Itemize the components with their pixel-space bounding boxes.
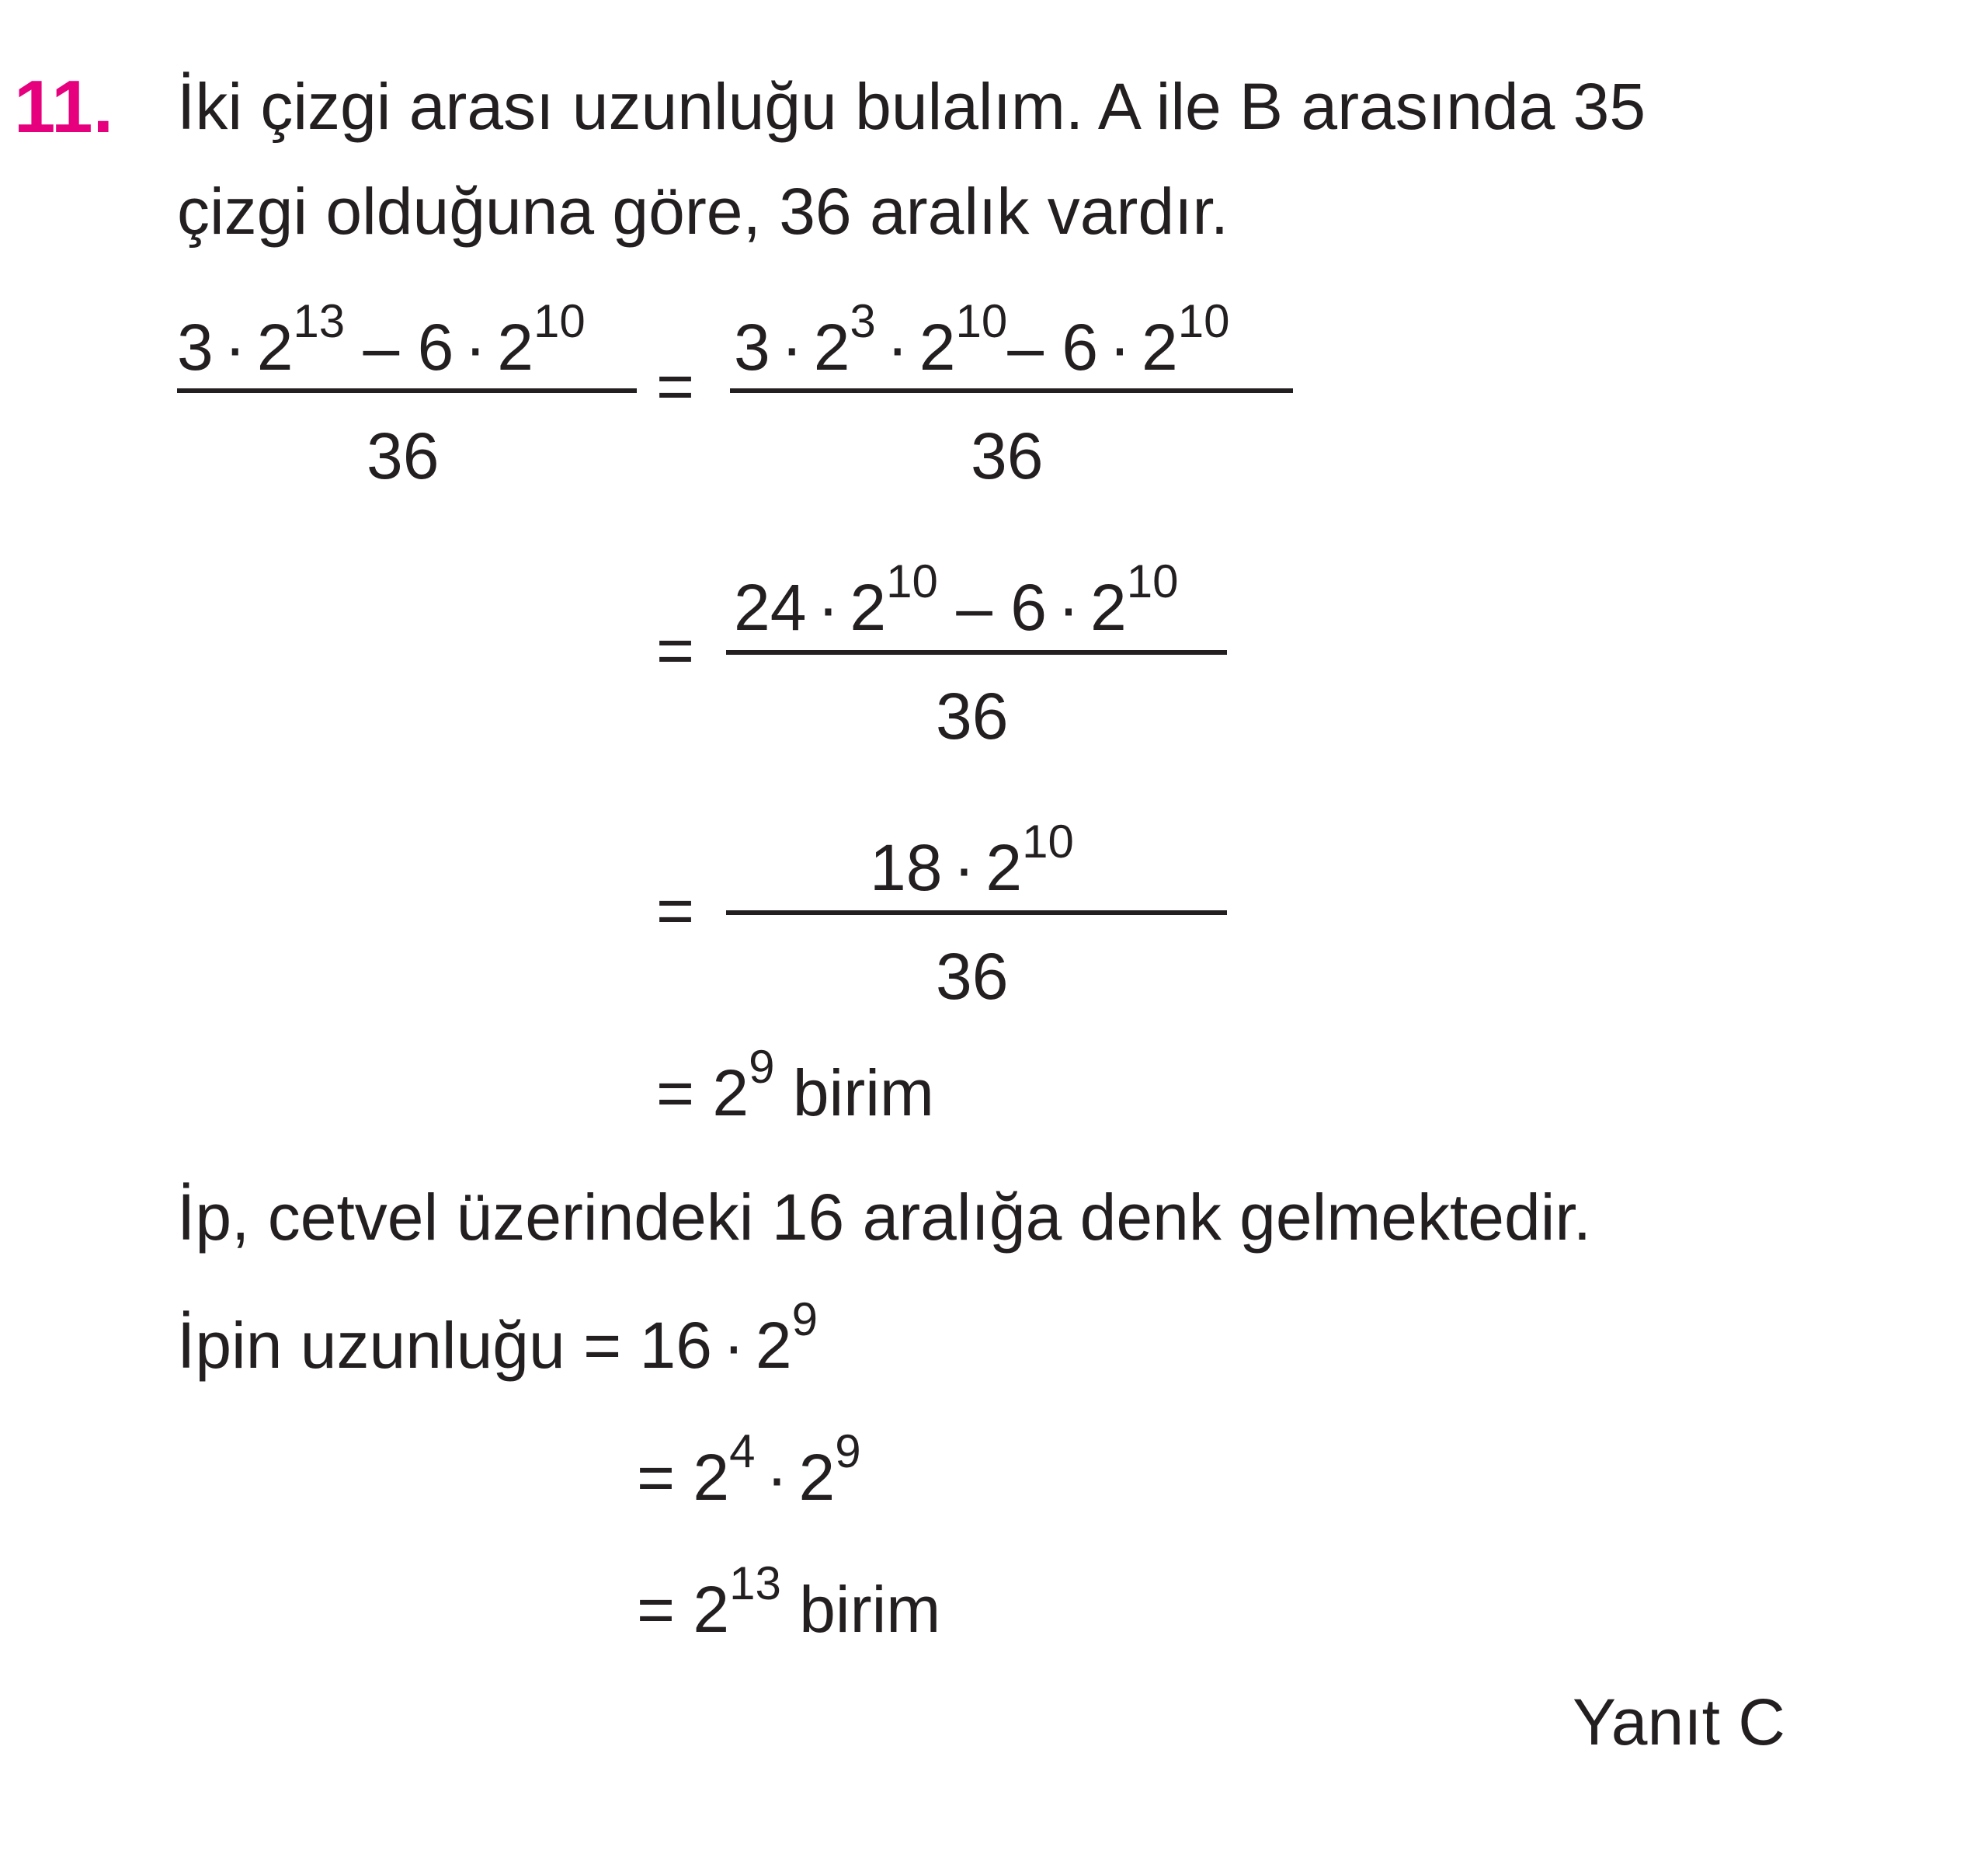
intro-line-1: İki çizgi arası uzunluğu bulalım. A ile B arasında 35 xyxy=(177,70,1646,143)
frac3-numerator: $24 \cdot 2^{10} - 6 \cdot 2^{10}$ xyxy=(734,555,1179,644)
frac4-numerator: $18 \cdot 2^{10}$ xyxy=(870,816,1074,904)
question-number: 11. xyxy=(14,65,114,148)
frac4-bar xyxy=(726,910,1227,915)
intro-line-2: çizgi olduğuna göre, 36 aralık vardır. xyxy=(177,175,1229,248)
frac1-bar xyxy=(177,388,637,393)
rope-length-row-1: İpin uzunluğu = $16 \cdot 2^9$ xyxy=(177,1293,818,1382)
frac2-bar xyxy=(730,388,1293,393)
frac1-denominator: 36 xyxy=(367,419,440,492)
result-1: = $2^9$ birim xyxy=(656,1041,934,1129)
frac2-denominator: 36 xyxy=(971,419,1044,492)
rope-length-row-3: = $2^{13}$ birim xyxy=(637,1557,941,1646)
answer-label: Yanıt C xyxy=(1573,1685,1785,1758)
frac3-denominator: 36 xyxy=(936,680,1009,753)
frac3-bar xyxy=(726,650,1227,655)
equals-sign: = xyxy=(656,874,695,947)
frac4-denominator: 36 xyxy=(936,940,1009,1013)
frac1-numerator: $3 \cdot 2^{13} - 6 \cdot 2^{10}$ xyxy=(177,295,586,384)
equals-sign: = xyxy=(656,350,695,423)
frac2-numerator: $3 \cdot 2^3 \cdot 2^{10}-$ $6 \cdot 2^{10}$ xyxy=(734,295,1230,384)
statement-line: İp, cetvel üzerindeki 16 aralığa denk gelmektedir. xyxy=(177,1181,1592,1254)
rope-length-row-2: = $2^4 \cdot 2^9$ xyxy=(637,1425,861,1514)
equals-sign: = xyxy=(656,614,695,687)
